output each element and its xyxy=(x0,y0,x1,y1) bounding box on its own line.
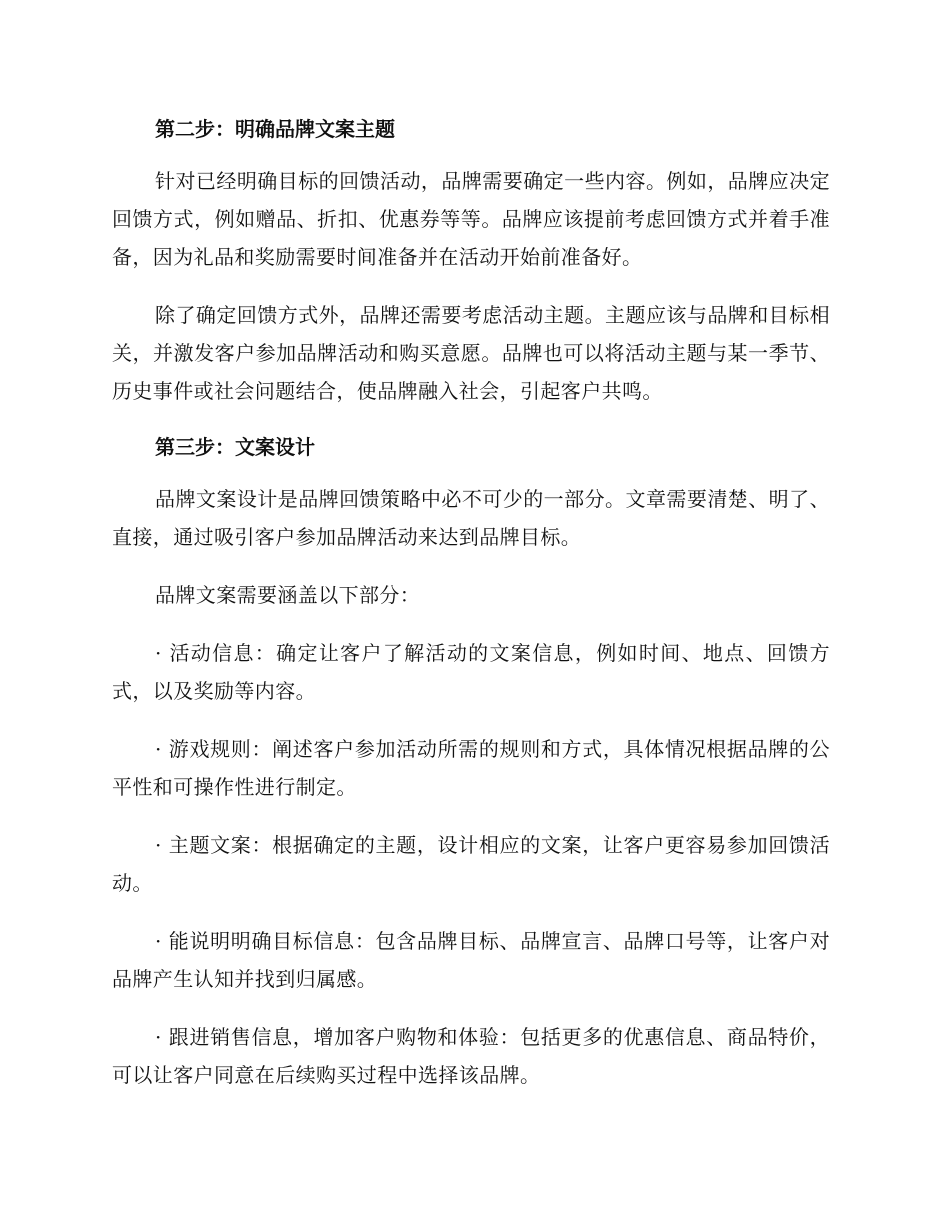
list-item: · 活动信息：确定让客户了解活动的文案信息，例如时间、地点、回馈方式，以及奖励等内容。 xyxy=(112,641,830,703)
list-item: · 跟进销售信息，增加客户购物和体验：包括更多的优惠信息、商品特价，可以让客户同意在后续购买过程中选择该品牌。 xyxy=(112,1025,830,1087)
paragraph: 针对已经明确目标的回馈活动，品牌需要确定一些内容。例如，品牌应决定回馈方式，例如赠品、折扣、优惠券等等。品牌应该提前考虑回馈方式并着手准备，因为礼品和奖励需要时间准备并在活动开始前准备好。 xyxy=(112,169,830,269)
list-item: · 游戏规则：阐述客户参加活动所需的规则和方式，具体情况根据品牌的公平性和可操作性进行制定。 xyxy=(112,737,830,799)
paragraph: 品牌文案需要涵盖以下部分： xyxy=(155,583,421,607)
section-heading-step-3: 第三步：文案设计 xyxy=(155,435,315,459)
paragraph: 品牌文案设计是品牌回馈策略中必不可少的一部分。文章需要清楚、明了、直接，通过吸引客户参加品牌活动来达到品牌目标。 xyxy=(112,487,830,549)
paragraph: 除了确定回馈方式外，品牌还需要考虑活动主题。主题应该与品牌和目标相关，并激发客户参加品牌活动和购买意愿。品牌也可以将活动主题与某一季节、历史事件或社会问题结合，使品牌融入社会，引起客户共鸣。 xyxy=(112,303,830,403)
list-item: · 主题文案：根据确定的主题，设计相应的文案，让客户更容易参加回馈活动。 xyxy=(112,833,830,895)
list-item: · 能说明明确目标信息：包含品牌目标、品牌宣言、品牌口号等，让客户对品牌产生认知并找到归属感。 xyxy=(112,929,830,991)
document-body xyxy=(112,112,830,1094)
section-heading-step-2: 第二步：明确品牌文案主题 xyxy=(155,117,395,141)
